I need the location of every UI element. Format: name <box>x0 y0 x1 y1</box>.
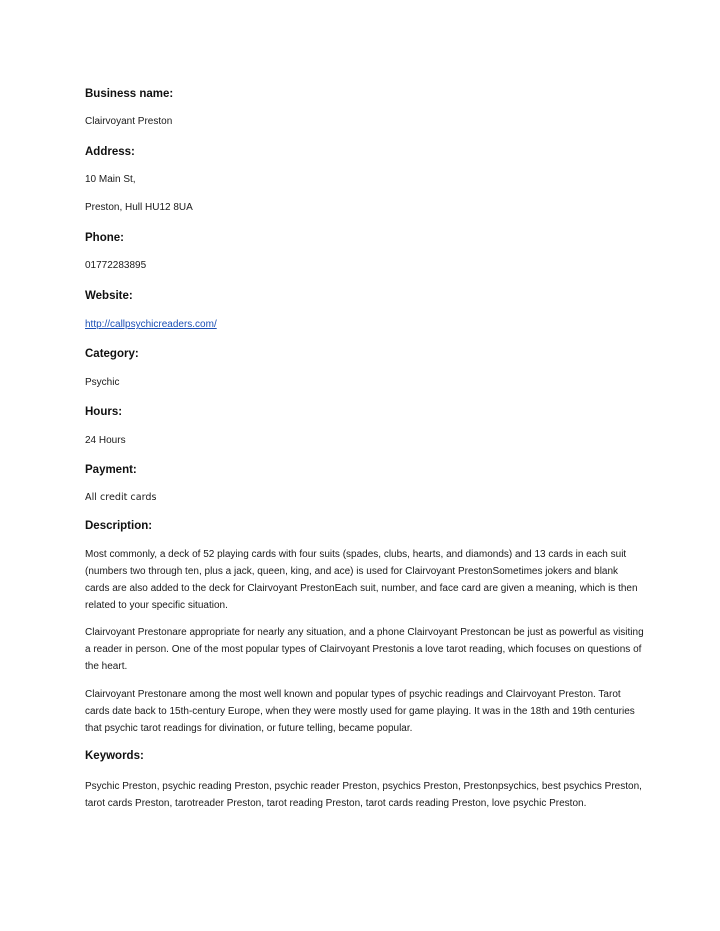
address-line1: 10 Main St, <box>85 174 136 185</box>
phone-heading: Phone: <box>85 232 124 244</box>
business-name-heading: Business name: <box>85 88 174 100</box>
description-paragraph-3: Clairvoyant Prestonare among the most well known and popular types of psychic readings and Clairvoyant Preston. Tarot cards date back to 15th-century Europe, when they were mostly used for game playing. It was in the 18th and 19th centuries that psychic tarot readings for divination, or future telling, became popular. <box>85 689 635 734</box>
business-name-value: Clairvoyant Preston <box>85 116 173 127</box>
category-heading: Category: <box>85 348 139 360</box>
website-heading: Website: <box>85 290 133 302</box>
description-heading: Description: <box>85 520 153 532</box>
description-paragraph-1: Most commonly, a deck of 52 playing cards with four suits (spades, clubs, hearts, and diamonds) and 13 cards in each suit (numbers two through ten, plus a jack, queen, king, and ace) is used for Clairvoyant PrestonSometimes jokers and blank cards are also added to the deck for Clairvoyant PrestonEach suit, number, and face card are given a meaning, which is then related to your specific situation. <box>85 549 638 611</box>
payment-value: All credit cards <box>85 492 157 503</box>
payment-heading: Payment: <box>85 464 137 476</box>
keywords-heading: Keywords: <box>85 750 144 762</box>
keywords-value: Psychic Preston, psychic reading Preston, psychic reader Preston, psychics Preston, Prestonpsychics, best psychics Preston, tarot cards Preston, tarotreader Preston, tarot reading Preston, tarot cards reading Preston, love psychic Preston. <box>85 781 642 809</box>
website-link[interactable]: http://callpsychicreaders.com/ <box>85 319 217 330</box>
category-value: Psychic <box>85 377 120 388</box>
address-heading: Address: <box>85 146 135 158</box>
description-paragraph-2: Clairvoyant Prestonare appropriate for nearly any situation, and a phone Clairvoyant Prestoncan be just as powerful as visiting a reader in person. One of the most popular types of Clairvoyant Prestonis a love tarot reading, which focuses on questions of the heart. <box>85 627 644 672</box>
phone-value: 01772283895 <box>85 260 147 271</box>
hours-value: 24 Hours <box>85 435 126 446</box>
hours-heading: Hours: <box>85 406 123 418</box>
address-line2: Preston, Hull HU12 8UA <box>85 202 193 213</box>
